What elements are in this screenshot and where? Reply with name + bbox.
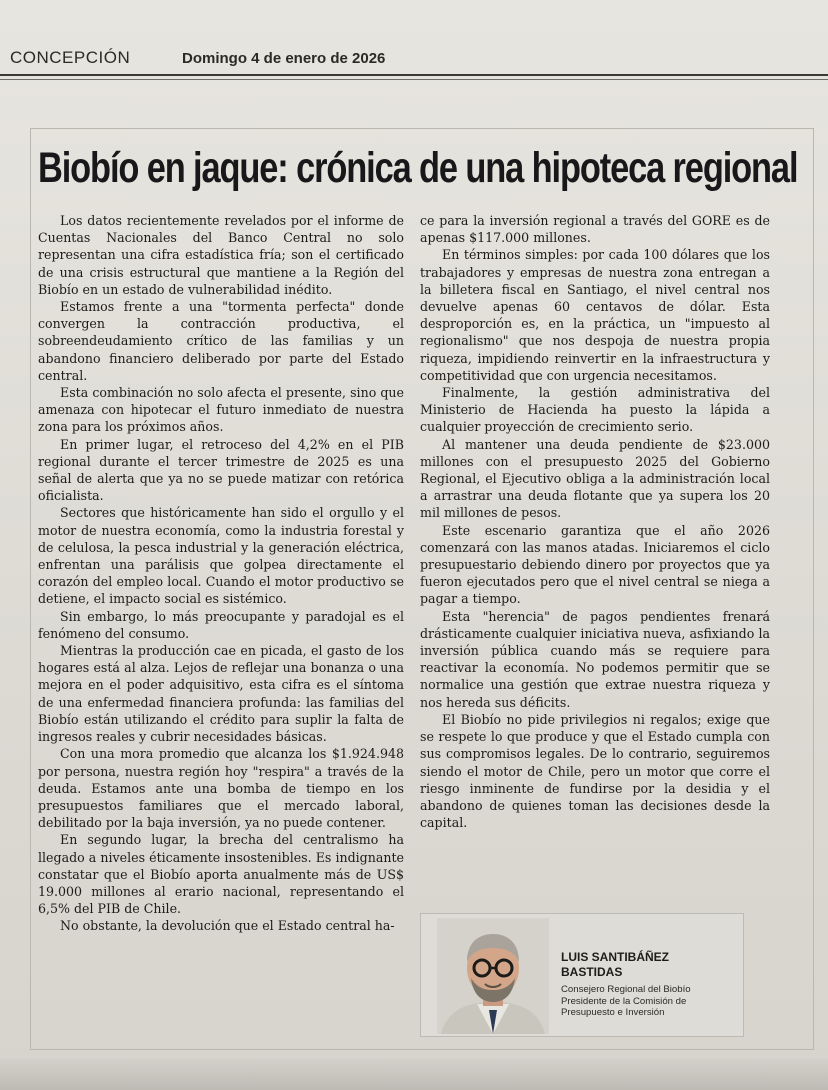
paragraph: Sin embargo, lo más preocupante y paradojal es el fenómeno del consumo. [38,608,404,641]
author-role [561,984,741,1019]
author-photo [437,918,549,1034]
paragraph: No obstante, la devolución que el Estado central ha- [60,918,395,934]
header-rule [0,74,828,76]
publication-date: Domingo 4 de enero de 2026 [182,50,386,67]
author-box [420,913,744,1037]
paragraph: Sectores que históricamente han sido el orgullo y el motor de nuestra economía, como la industria forestal y de celulosa, la pesca industrial y la generación eléctrica, enfrentan una parálisis que golpea directamente el corazón del empleo local. Cuando el motor productivo se detiene, el impacto social es sistémico. [38,505,404,607]
paragraph: Al mantener una deuda pendiente de $23.000 millones con el presupuesto 2025 del Gobierno Regional, el Ejecutivo obliga a la administración local a arrastrar una deuda flotante que ya supera los 20 mil millones de pesos. [420,436,770,521]
paragraph: Esta combinación no solo afecta el presente, sino que amenaza con hipotecar el futuro inmediato de nuestra zona para los próximos años. [38,385,404,435]
author-role-line: Presidente de la Comisión de [561,995,687,1007]
article-column-left [38,212,404,935]
paragraph: Finalmente, la gestión administrativa del Ministerio de Hacienda ha puesto la lápida a cualquier proyección de crecimiento serio. [420,385,770,435]
author-role-line: Consejero Regional del Biobío [561,984,691,995]
section-name: CONCEPCIÓN [10,48,131,67]
paragraph: Los datos recientemente revelados por el informe de Cuentas Nacionales del Banco Central no solo representan una cifra estadística fría; son el certificado de una crisis estructural que mantiene a la Región del Biobío en un estado de vulnerabilidad inédito. [38,213,404,297]
header-rule-thin [0,79,828,80]
page-bottom-shadow [0,1058,828,1090]
paragraph: Esta "herencia" de pagos pendientes frenará drásticamente cualquier iniciativa nueva, asfixiando la inversión pública cuando más se requiere para reactivar la economía. No podemos permitir que se normalice una gestión que extrae nuestra riqueza y nos hereda sus déficits. [420,608,770,710]
article-column-right [420,212,770,831]
paragraph: El Biobío no pide privilegios ni regalos; exige que se respete lo que produce y que el Estado cumpla con sus compromisos legales. De lo contrario, seguiremos siendo el motor de Chile, pero un motor que corre el riesgo inminente de fundirse por la desidia y el abandono de quienes toman las decisiones desde la capital. [420,711,770,831]
article-title: Biobío en jaque: crónica de una hipoteca regional [38,144,798,192]
paragraph: Este escenario garantiza que el año 2026 comenzará con las manos atadas. Iniciaremos el ciclo presupuestario debiendo dinero por proyectos que ya fueron ejecutados pero que el nivel central se niega a pagar a tiempo. [420,522,770,607]
paragraph: Con una mora promedio que alcanza los $1.924.948 por persona, nuestra región hoy "respira" a través de la deuda. Estamos ante una bomba de tiempo en los presupuestos familiares que el mercado laboral, debilitado por la baja inversión, ya no puede contener. [38,746,404,831]
paragraph: ce para la inversión regional a través del GORE es de apenas $117.000 millones. [420,213,770,246]
author-role-line: Presupuesto e Inversión [561,1007,665,1018]
paragraph: En segundo lugar, la brecha del centralismo ha llegado a niveles éticamente insostenibles. Es indignante constatar que el Biobío aporta anualmente más de US$ 19.000 millones al erario nacional, representando el 6,5% del PIB de Chile. [38,832,404,917]
paragraph: Mientras la producción cae en picada, el gasto de los hogares está al alza. Lejos de reflejar una bonanza o una mejora en el poder adquisitivo, esta cifra es el síntoma de una enfermedad financiera profunda: las familias del Biobío están utilizando el crédito para suplir la falta de ingresos reales y cubrir necesidades básicas. [38,643,404,745]
paragraph: En términos simples: por cada 100 dólares que los trabajadores y empresas de nuestra zona entregan a la billetera fiscal en Santiago, el nivel central nos devuelve apenas 60 centavos de dólar. Esta desproporción es, en la práctica, un "impuesto al regionalismo" que nos despoja de nuestra propia riqueza, impidiendo reinvertir en la infraestructura y competitividad que con urgencia necesitamos. [420,247,770,383]
author-name: LUIS SANTIBÁÑEZ BASTIDAS [561,950,669,979]
author-portrait-image [437,918,549,1034]
paragraph: Estamos frente a una "tormenta perfecta" donde convergen la contracción productiva, el sobreendeudamiento crítico de las familias y un abandono financiero deliberado por parte del Estado central. [38,299,404,383]
paragraph: En primer lugar, el retroceso del 4,2% en el PIB regional durante el tercer trimestre de 2025 es una señal de alerta que ya no se puede matizar con retórica oficialista. [38,436,404,504]
